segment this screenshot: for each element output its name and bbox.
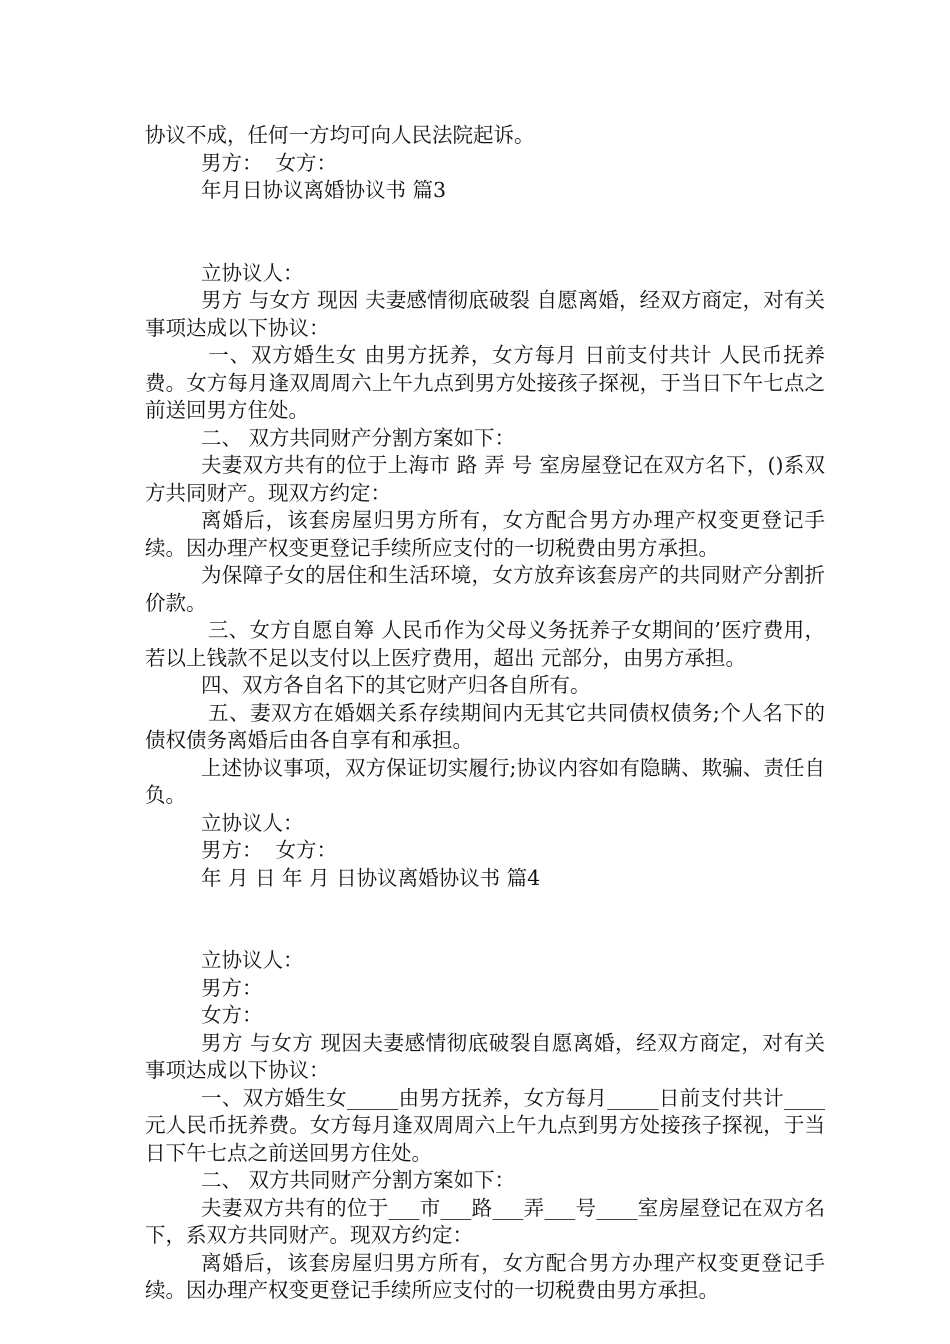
paragraph: 年月日协议离婚协议书 篇3 [201, 178, 447, 202]
document-body [145, 122, 825, 1305]
paragraph: 离婚后，该套房屋归男方所有，女方配合男方办理产权变更登记手续。因办理产权变更登记手续所应支付的一切税费由男方承担。 [145, 1250, 825, 1302]
paragraph: 三、女方自愿自筹 人民币作为父母义务抚养子女期间的’医疗费用，若以上钱款不足以支付以上医疗费用，超出 元部分，由男方承担。 [145, 618, 825, 670]
paragraph: 男方 与女方 现因 夫妻感情彻底破裂 自愿离婚，经双方商定，对有关事项达成以下协议： [145, 288, 825, 340]
paragraph: 男方： 女方： [201, 838, 338, 862]
paragraph: 立协议人： [201, 260, 304, 285]
paragraph: 离婚后，该套房屋归男方所有，女方配合男方办理产权变更登记手续。因办理产权变更登记手续所应支付的一切税费由男方承担。 [145, 508, 825, 560]
paragraph: 五、妻双方在婚姻关系存续期间内无其它共同债权债务;个人名下的债权债务离婚后由各自享有和承担。 [145, 700, 825, 752]
paragraph: 年 月 日 年 月 日协议离婚协议书 篇4 [201, 865, 541, 890]
paragraph: 协议不成，任何一方均可向人民法院起诉。 [145, 123, 535, 147]
paragraph: 上述协议事项，双方保证切实履行;协议内容如有隐瞒、欺骗、责任自负。 [145, 755, 825, 807]
section-gap [145, 205, 825, 260]
paragraph: 女方： [201, 1003, 263, 1027]
paragraph: 一、双方婚生女_____由男方抚养，女方每月_____日前支付共计____元人民币抚养费。女方每月逢双周周六上午九点到男方处接孩子探视，于当日下午七点之前送回男方住处。 [145, 1085, 825, 1165]
paragraph: 为保障子女的居住和生活环境，女方放弃该套房产的共同财产分割折价款。 [145, 563, 825, 615]
paragraph: 男方 与女方 现因夫妻感情彻底破裂自愿离婚，经双方商定，对有关事项达成以下协议： [145, 1030, 825, 1082]
paragraph: 一、双方婚生女 由男方抚养，女方每月 日前支付共计 人民币抚养费。女方每月逢双周周六上午九点到男方处接孩子探视，于当日下午七点之前送回男方住处。 [145, 343, 825, 422]
paragraph: 夫妻双方共有的位于___市___路___弄___号____室房屋登记在双方名下，系双方共同财产。现双方约定： [145, 1195, 825, 1247]
paragraph: 立协议人： [201, 810, 304, 835]
paragraph: 男方： 女方： [201, 150, 338, 175]
section-gap [145, 892, 825, 947]
paragraph: 二、 双方共同财产分割方案如下： [201, 425, 516, 450]
paragraph: 夫妻双方共有的位于上海市 路 弄 号 室房屋登记在双方名下，()系双方共同财产。现双方约定： [145, 453, 825, 505]
paragraph: 立协议人： [201, 948, 304, 972]
paragraph: 二、 双方共同财产分割方案如下： [201, 1168, 516, 1192]
paragraph: 四、双方各自名下的其它财产归各自所有。 [201, 673, 591, 697]
paragraph: 男方： [201, 975, 263, 1000]
